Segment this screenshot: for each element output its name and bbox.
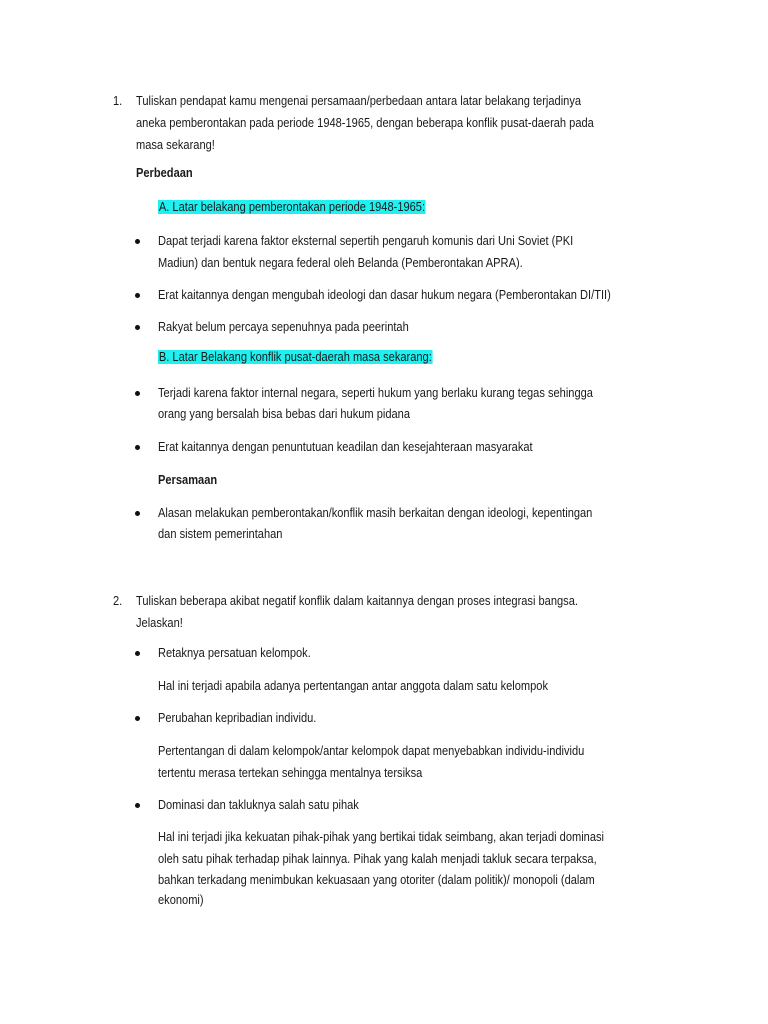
bullet-icon bbox=[135, 293, 140, 298]
question-text: aneka pemberontakan pada periode 1948-1965, dengan beberapa konflik pusat-daerah pada bbox=[136, 116, 594, 130]
item-title: Perubahan kepribadian individu. bbox=[158, 711, 317, 725]
bullet-icon bbox=[135, 391, 140, 396]
bullet-icon bbox=[135, 651, 140, 656]
question-text: Tuliskan pendapat kamu mengenai persamaan/perbedaan antara latar belakang terjadinya bbox=[136, 94, 582, 108]
list-item: Dapat terjadi karena faktor eksternal sepertih pengaruh komunis dari Uni Soviet (PKI bbox=[158, 234, 574, 248]
perbedaan-heading: Perbedaan bbox=[136, 166, 193, 180]
item-desc: bahkan terkadang menimbukan kekuasaan yang otoriter (dalam politik)/ monopoli (dalam bbox=[158, 873, 595, 887]
list-item: Madiun) dan bentuk negara federal oleh Belanda (Pemberontakan APRA). bbox=[158, 256, 523, 270]
list-item: Rakyat belum percaya sepenuhnya pada peerintah bbox=[158, 320, 409, 334]
item-title: Dominasi dan takluknya salah satu pihak bbox=[158, 798, 359, 812]
section-a-heading: A. Latar belakang pemberontakan periode 1948-1965: bbox=[158, 200, 426, 214]
bullet-icon bbox=[135, 511, 140, 516]
question-text: Tuliskan beberapa akibat negatif konflik dalam kaitannya dengan proses integrasi bangsa. bbox=[136, 594, 578, 608]
bullet-icon bbox=[135, 325, 140, 330]
item-title: Retaknya persatuan kelompok. bbox=[158, 646, 311, 660]
section-b-heading: B. Latar Belakang konflik pusat-daerah masa sekarang: bbox=[158, 350, 432, 364]
item-desc: Hal ini terjadi jika kekuatan pihak-pihak yang bertikai tidak seimbang, akan terjadi dominasi bbox=[158, 830, 605, 844]
list-item: Erat kaitannya dengan mengubah ideologi dan dasar hukum negara (Pemberontakan DI/TII) bbox=[158, 288, 611, 302]
bullet-icon bbox=[135, 716, 140, 721]
question-text: Jelaskan! bbox=[136, 616, 183, 630]
question-number: 1. bbox=[113, 94, 123, 108]
item-desc: Hal ini terjadi apabila adanya pertentangan antar anggota dalam satu kelompok bbox=[158, 679, 549, 693]
item-desc: oleh satu pihak terhadap pihak lainnya. Pihak yang kalah menjadi takluk secara terpaksa, bbox=[158, 852, 597, 866]
bullet-icon bbox=[135, 803, 140, 808]
persamaan-heading: Persamaan bbox=[158, 473, 218, 487]
question-number: 2. bbox=[113, 594, 123, 608]
bullet-icon bbox=[135, 239, 140, 244]
list-item: Alasan melakukan pemberontakan/konflik masih berkaitan dengan ideologi, kepentingan bbox=[158, 506, 593, 520]
item-desc: tertentu merasa tertekan sehingga mentalnya tersiksa bbox=[158, 766, 423, 780]
list-item: Erat kaitannya dengan penuntutuan keadilan dan kesejahteraan masyarakat bbox=[158, 440, 533, 454]
item-desc: Pertentangan di dalam kelompok/antar kelompok dapat menyebabkan individu-individu bbox=[158, 744, 585, 758]
list-item: orang yang bersalah bisa bebas dari hukum pidana bbox=[158, 407, 410, 421]
list-item: Terjadi karena faktor internal negara, seperti hukum yang berlaku kurang tegas sehingga bbox=[158, 386, 593, 400]
bullet-icon bbox=[135, 445, 140, 450]
item-desc: ekonomi) bbox=[158, 893, 204, 907]
question-text: masa sekarang! bbox=[136, 138, 215, 152]
list-item: dan sistem pemerintahan bbox=[158, 527, 283, 541]
